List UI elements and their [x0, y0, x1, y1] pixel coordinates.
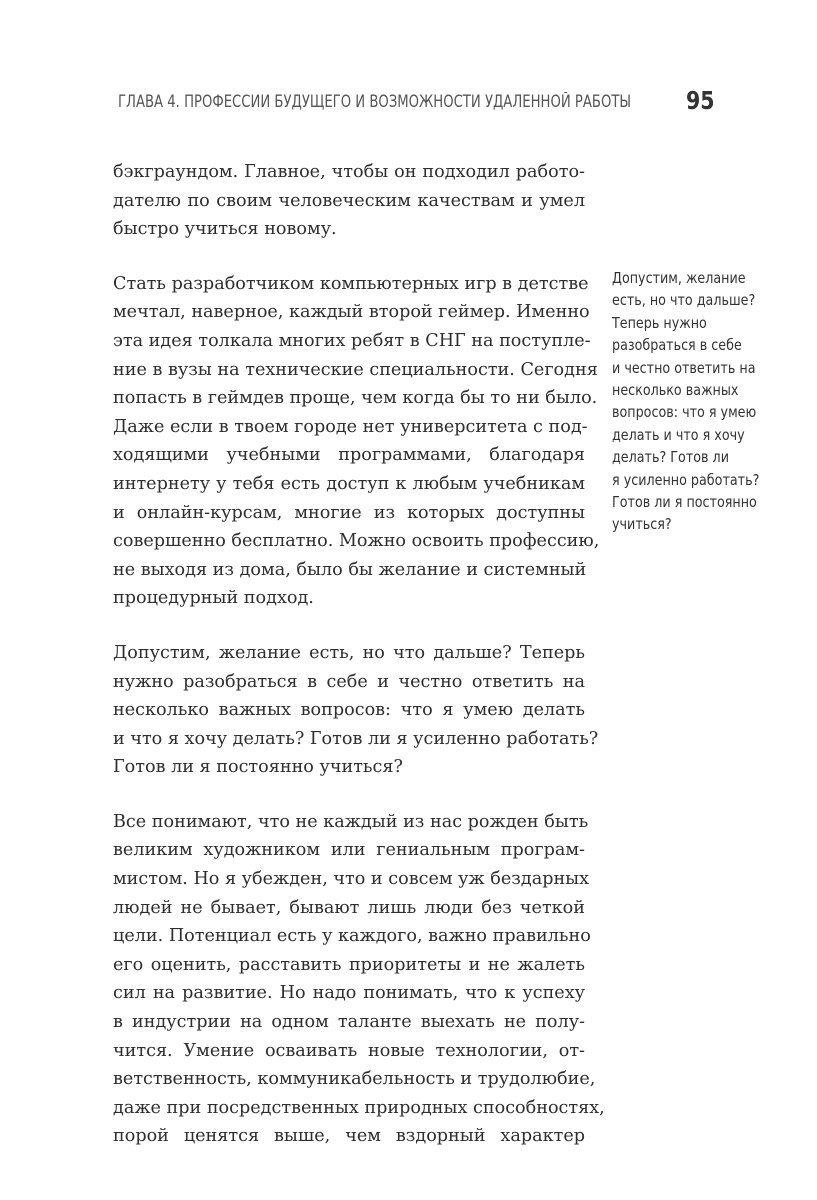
text-line: процедурный подход. — [113, 588, 314, 609]
quote-line: учиться? — [612, 516, 672, 534]
running-title: ГЛАВА 4. ПРОФЕССИИ БУДУЩЕГО И ВОЗМОЖНОСТИ УДАЛЕННОЙ РАБОТЫ — [118, 92, 632, 111]
text-line: совершенно бесплатно. Можно освоить профессию, — [113, 531, 600, 552]
text-line: мечтал, наверное, каждый второй геймер. Именно — [113, 302, 590, 323]
text-line: чится. Умение осваивать новые технологии, от- — [113, 1040, 585, 1061]
text-line: не выходя из дома, было бы желание и системный — [113, 559, 587, 580]
text-line: людей не бывает, бывают лишь люди без четкой — [113, 897, 585, 918]
paragraph — [113, 808, 605, 1151]
text-line: Даже если в твоем городе нет университета с под- — [113, 416, 588, 437]
page-number: 95 — [686, 86, 715, 115]
text-line: быстро учиться новому. — [113, 219, 337, 240]
text-line: Допустим, желание есть, но что дальше? Теперь — [113, 642, 585, 663]
quote-line: Теперь нужно — [612, 314, 707, 332]
quote-line: есть, но что дальше? — [612, 292, 756, 310]
quote-line: разобраться в себе — [612, 337, 742, 355]
quote-line: несколько важных — [612, 382, 739, 400]
text-line: ходящими учебными программами, благодаря — [113, 445, 585, 466]
text-line: и онлайн-курсам, многие из которых доступны — [113, 502, 585, 523]
text-line: попасть в геймдев проще, чем когда бы то ни было. — [113, 388, 598, 409]
quote-line: я усиленно работать? — [612, 471, 760, 489]
text-line: дателю по своим человеческим качествам и умел — [113, 190, 585, 211]
text-line: Готов ли я постоянно учиться? — [113, 757, 403, 778]
text-line: мистом. Но я убежден, что и совсем уж бездарных — [113, 869, 590, 890]
text-line: интернету у тебя есть доступ к любым учебникам — [113, 473, 585, 494]
quote-line: делать? Готов ли — [612, 449, 729, 467]
text-line: великим художником или гениальным програм- — [113, 840, 585, 861]
main-text-column — [113, 158, 605, 1177]
text-line: порой ценятся выше, чем вздорный характер — [113, 1126, 585, 1147]
quote-line: вопросов: что я умею — [612, 404, 757, 422]
text-line: несколько важных вопросов: что я умею делать — [113, 700, 585, 721]
quote-line: Готов ли я постоянно — [612, 494, 757, 512]
text-line: Стать разработчиком компьютерных игр в детстве — [113, 273, 589, 294]
text-line: в индустрии на одном таланте выехать не полу- — [113, 1012, 585, 1033]
text-line: сил на развитие. Но надо понимать, что к успеху — [113, 983, 585, 1004]
quote-line: Допустим, желание — [612, 270, 746, 287]
text-line: даже при посредственных природных способностях, — [113, 1097, 605, 1118]
margin-quote — [612, 268, 762, 537]
text-line: Все понимают, что не каждый из нас рожден быть — [113, 811, 589, 832]
paragraph — [113, 158, 585, 244]
text-line: ние в вузы на технические специальности. Сегодня — [113, 359, 598, 380]
text-line: и что я хочу делать? Готов ли я усиленно работать? — [113, 728, 599, 749]
text-line: цели. Потенциал есть у каждого, важно правильно — [113, 926, 591, 947]
text-line: бэкграундом. Главное, чтобы он подходил работо- — [113, 162, 585, 182]
text-line: нужно разобраться в себе и честно ответить на — [113, 671, 585, 692]
quote-line: и честно ответить на — [612, 359, 756, 377]
paragraph — [113, 270, 600, 613]
paragraph — [113, 639, 599, 782]
quote-line: делать и что я хочу — [612, 426, 745, 444]
text-line: эта идея толкала многих ребят в СНГ на поступле- — [113, 330, 591, 351]
text-line: его оценить, расставить приоритеты и не жалеть — [113, 954, 585, 975]
text-line: ветственность, коммуникабельность и трудолюбие, — [113, 1069, 596, 1090]
